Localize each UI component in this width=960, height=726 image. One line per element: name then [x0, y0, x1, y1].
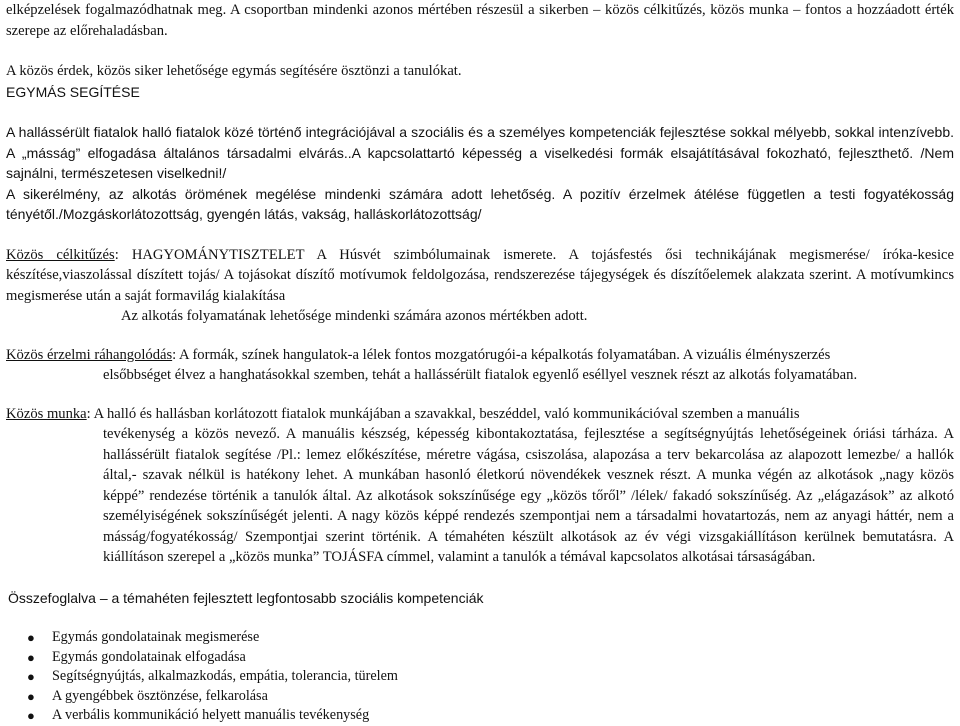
common-work-text1: A halló és hallásban korlátozott fiatalok munkájában a szavakkal, beszéddel, való kommunikációval szemben a manuális [90, 405, 800, 422]
mutual-help-paragraph [6, 122, 954, 184]
mutual-help-para1b: A „másság” elfogadása általános társadalmi elvárás. [6, 144, 348, 161]
common-goal-text1: HAGYOMÁNYTISZTELET A Húsvét szimbólumainak ismerete. [118, 246, 557, 263]
common-work-colon: : [86, 405, 91, 422]
mutual-help-paragraph-2 [6, 184, 954, 225]
intro-line1b: A csoportban mindenki azonos mértében részesül a sikerben – közös célkitűzés, közös munka – fontos a hozzáadott érték szerepe az előrehaladásban. [6, 2, 955, 39]
common-work-text9: A nagy közös képpé rendezés szempontjai nem a társadalmi hovatartozás, nem az anyagi háttér, nem a másság/fogyatékosság/ Szempontjai szerint történik. [103, 508, 954, 545]
common-work-text5: A munkában hasonló életkorú növendékek vesznek részt. [337, 467, 692, 483]
intro-line2: A közös érdek, közös siker lehetősége egymás segítésére ösztönzi a tanulókat. [6, 63, 462, 79]
summary-list [6, 628, 954, 726]
common-goal-colon: : [114, 246, 119, 263]
list-item [6, 628, 954, 648]
common-work-text2: tevékenység a közös nevező. [103, 426, 281, 442]
common-work-text6: A munka végén az alkotások „nagy közös képpé” rendezése történik a tanulók által. [103, 467, 955, 504]
list-item-text: Egymás gondolatainak megismerése [52, 629, 260, 645]
list-item-text: Segítségnyújtás, alkalmazkodás, empátia, tolerancia, türelem [52, 668, 398, 684]
emotional-colon: : [172, 346, 177, 363]
section-heading-mutual-help: EGYMÁS SEGÍTÉSE [6, 83, 140, 100]
common-goal-text2: A tojásfestés ősi technikájának megismerése/ íróka-kesice készítése,viaszolással díszített tojás/ A tojásokat díszítő motívumok feldolgozása, rendszerezése tájegységek és díszítőelemek alakzata szerint. [6, 246, 954, 283]
common-work-text11: A kiállításon szerepel a „közös munka” TOJÁSFA címmel, valamint a tanulók a témával kapcsolatos alkotásai társaságában. [103, 528, 954, 565]
emotional-text3: elsőbbséget élvez a hanghatásokkal szemben, tehát a hallássérült fiatalok egyenlő eséllyel vesznek részt az alkotás folyamatában. [103, 367, 858, 383]
common-goal-centered: Az alkotás folyamatának lehetősége mindenki számára azonos mértékben adott. [121, 308, 588, 324]
common-work-text8: Az „elágazások” az alkotó személyiségének sokszínűségét jelenti. [103, 487, 954, 524]
emotional-paragraph [6, 345, 954, 366]
intro-line1a: elképzelések fogalmazódhatnak meg. [6, 2, 227, 18]
common-work-paragraph [6, 404, 954, 425]
bullet-icon: ● [27, 630, 35, 645]
list-item [6, 687, 954, 707]
bullet-icon: ● [27, 708, 35, 723]
list-item-text: Egymás gondolatainak elfogadása [52, 648, 246, 665]
list-item-text: A gyengébbek ösztönzése, felkarolása [52, 687, 268, 704]
mutual-help-para2a: A sikerélmény, az alkotás örömének megélése mindenki számára adott lehetőség. [6, 185, 556, 202]
list-item-text: A verbális kommunikáció helyett manuális tevékenység [52, 707, 370, 723]
common-work-label: Közös munka [6, 405, 87, 422]
common-goal-text3: A motívumkincs megismerése után a saját formavilág kialakítása [6, 267, 955, 304]
emotional-label: Közös érzelmi ráhangolódás [6, 346, 173, 363]
common-goal-label: Közös célkitűzés [6, 246, 115, 263]
bullet-icon: ● [27, 688, 35, 704]
common-work-text10: A témahéten készült alkotások az év végi vizsgakiállításon kerülnek bemutatásra. [420, 528, 937, 545]
document-page [6, 0, 954, 726]
emotional-text2: A vizuális élményszerzés [679, 346, 831, 363]
list-item [6, 667, 954, 687]
common-work-text4: A hallássérült fiatalok segítése /Pl.: lemez előkészítése, méretre vágása, csiszolása, alapozása a terv bekarcolása az alapozott lemezbe/ a hallók által,- szavak nélkül is hatékony lehet. [103, 426, 954, 483]
intro-paragraph [6, 0, 954, 41]
mutual-help-para1: A hallássérült fiatalok halló fiatalok közé történő integrációjával a szociális és a személyes kompetenciák fejlesztése sokkal mélyebb, sokkal intenzívebb. [6, 124, 954, 140]
common-work-body [6, 424, 954, 568]
common-work-text7: Az alkotások sokszínűsége egy „közös tőről” /lélek/ fakadó sokszínűség. [351, 487, 792, 504]
emotional-text1: A formák, színek hangulatok-a lélek fontos mozgatórugói-a képalkotás folyamatában. [176, 346, 680, 363]
list-item [6, 648, 954, 668]
mutual-help-para1c: .A kapcsolattartó képesség a viselkedési formák elsajátításával fokozható, fejleszthető. /Nem sajnálni, természetesen viselkedni!/ [6, 144, 954, 181]
common-work-text3: A manuális készség, képesség kibontakoztatása, fejlesztése a segítségnyújtás lehetőségeinek óriási tárháza. [280, 426, 938, 442]
mutual-help-para2b: A pozitív érzelmek átélése független a testi fogyatékosság tényétől./Mozgáskorlátozottság, gyengén látás, vakság, halláskorlátozottság/ [6, 185, 954, 222]
bullet-icon: ● [27, 669, 35, 684]
summary-heading: Összefoglalva – a témahéten fejlesztett legfontosabb szociális kompetenciák [8, 589, 484, 606]
bullet-icon: ● [27, 649, 35, 665]
common-goal-paragraph [6, 245, 954, 307]
list-item [6, 706, 954, 726]
